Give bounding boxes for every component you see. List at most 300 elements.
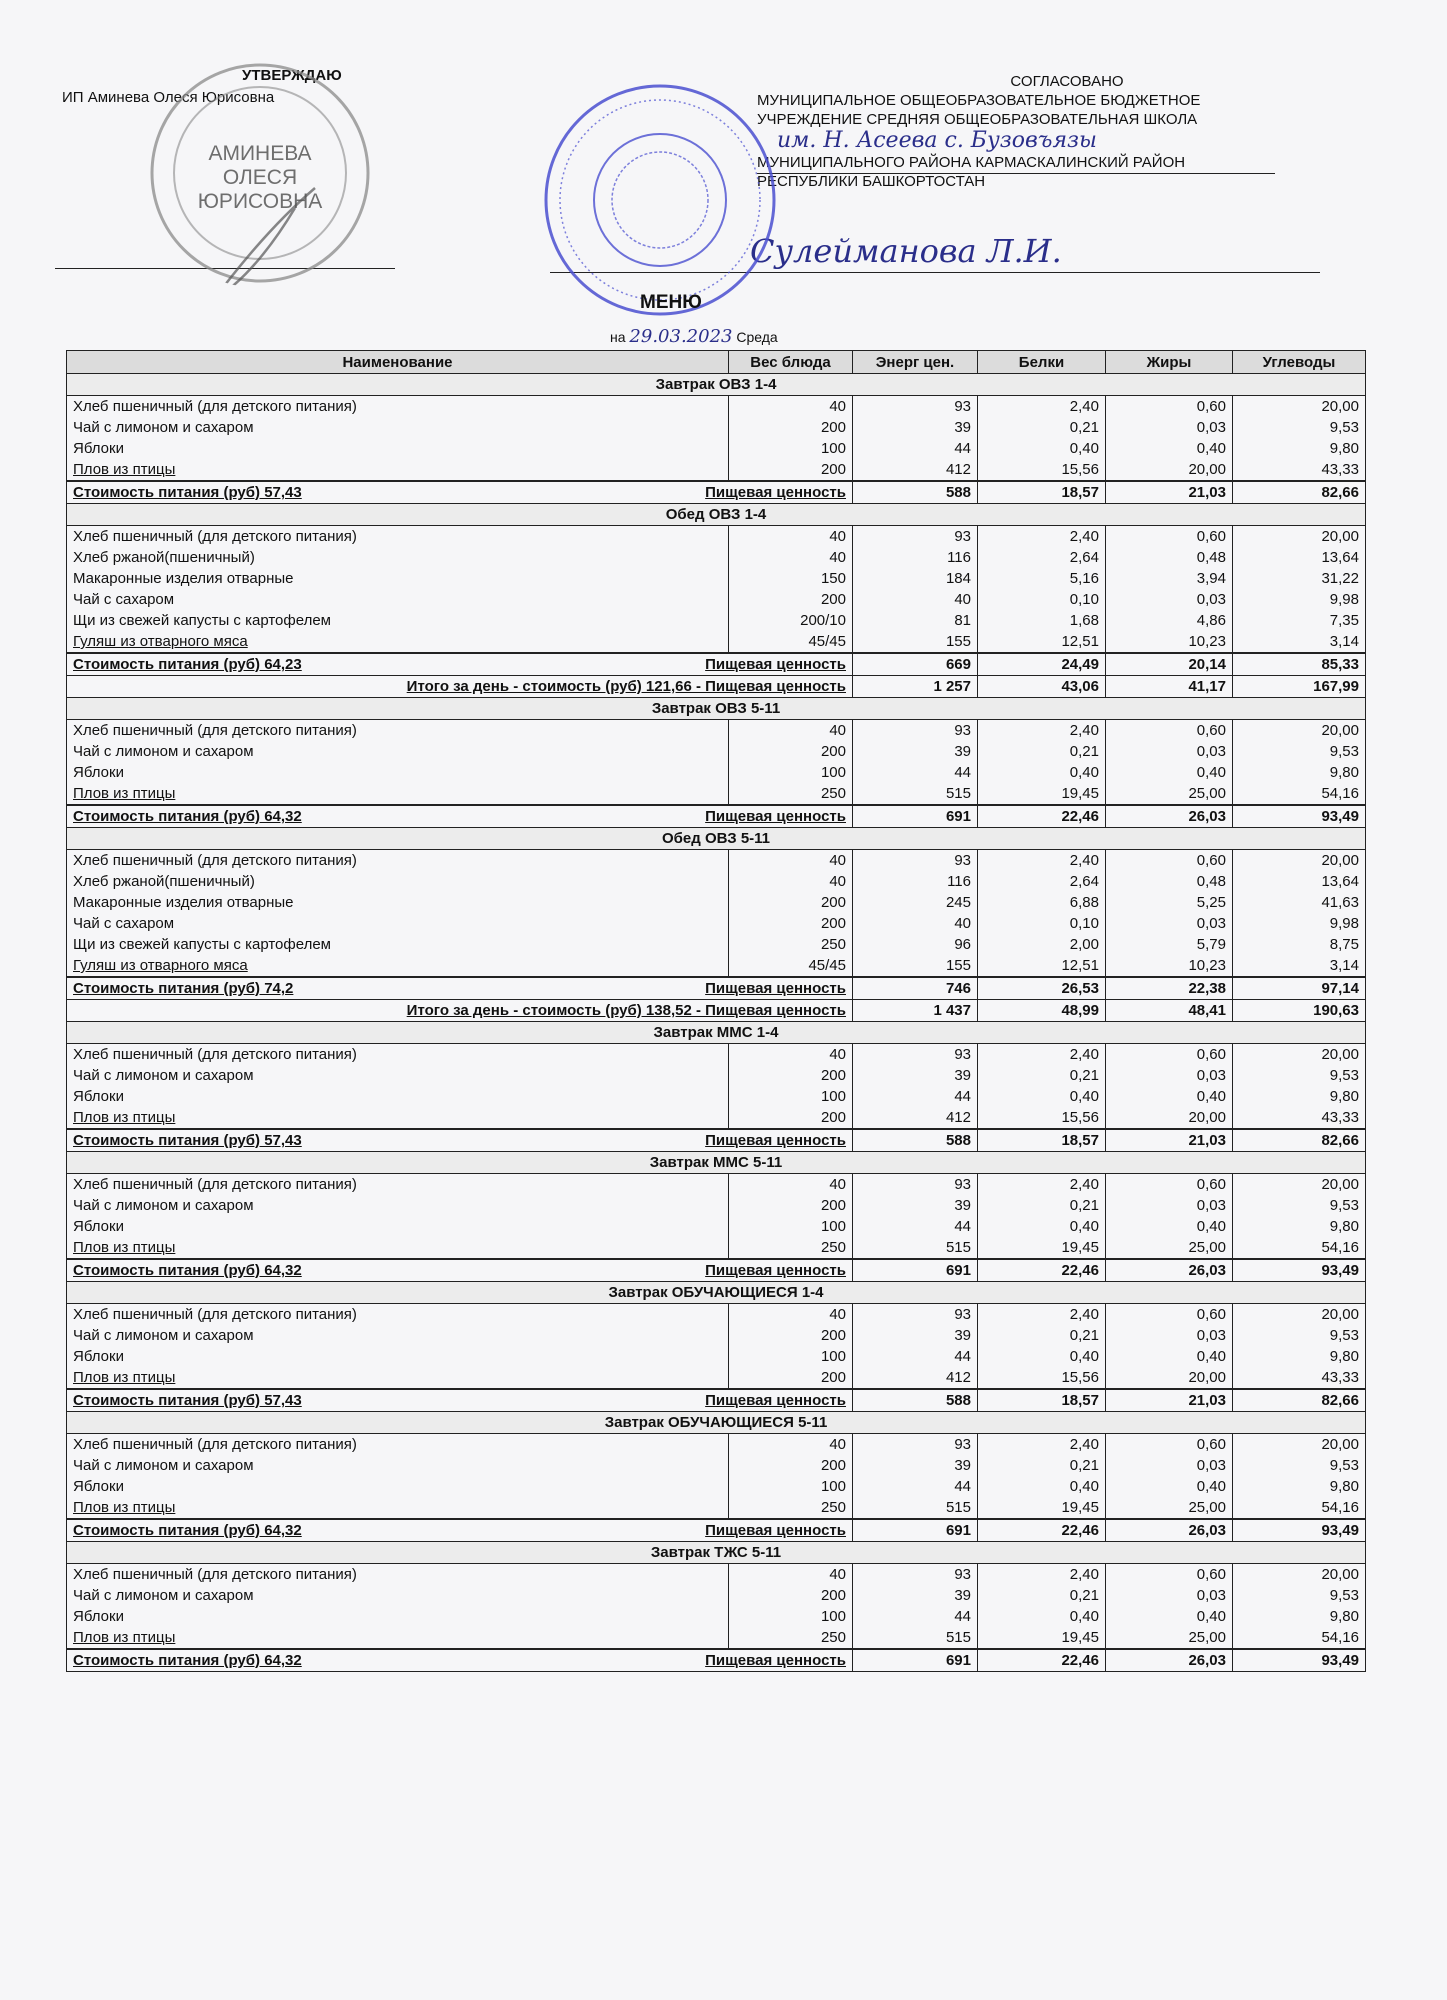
dish-name-cell: Яблоки: [67, 1606, 729, 1627]
nutrition-value-label: Пищевая ценность: [705, 1392, 846, 1409]
protein-cell: 19,45: [978, 1497, 1106, 1519]
nutrition-value-label: Пищевая ценность: [705, 1262, 846, 1279]
table-row: [67, 934, 1366, 955]
fat-cell: 0,03: [1106, 913, 1233, 934]
energy-cell: 1 257: [853, 676, 978, 698]
carbs-cell: 41,63: [1233, 892, 1366, 913]
energy-cell: 39: [853, 1455, 978, 1476]
dish-name-cell: Плов из птицы: [67, 459, 729, 481]
carbs-cell: 20,00: [1233, 720, 1366, 742]
carbs-cell: 3,14: [1233, 631, 1366, 653]
protein-cell: 2,40: [978, 1174, 1106, 1196]
fat-cell: 0,60: [1106, 1434, 1233, 1456]
agree-title: СОГЛАСОВАНО: [1010, 73, 1124, 90]
table-row: [67, 913, 1366, 934]
carbs-cell: 20,00: [1233, 396, 1366, 418]
section-header-row: [67, 1412, 1366, 1434]
fat-cell: 0,60: [1106, 850, 1233, 872]
energy-cell: 588: [853, 481, 978, 504]
carbs-cell: 97,14: [1233, 977, 1366, 1000]
energy-cell: 93: [853, 720, 978, 742]
weight-cell: 250: [729, 1237, 853, 1259]
nutrition-value-label: Пищевая ценность: [705, 808, 846, 825]
fat-cell: 3,94: [1106, 568, 1233, 589]
section-header-row: [67, 374, 1366, 396]
section-title: Обед ОВЗ 1-4: [67, 504, 1366, 526]
table-row: [67, 1476, 1366, 1497]
menu-date-prefix: на: [610, 329, 626, 345]
dish-name-cell: Чай с лимоном и сахаром: [67, 1195, 729, 1216]
protein-cell: 19,45: [978, 783, 1106, 805]
dish-name-cell: Яблоки: [67, 438, 729, 459]
protein-cell: 12,51: [978, 631, 1106, 653]
carbs-cell: 8,75: [1233, 934, 1366, 955]
table-row: [67, 1044, 1366, 1066]
carbs-cell: 9,80: [1233, 1476, 1366, 1497]
energy-cell: 515: [853, 783, 978, 805]
weight-cell: 200: [729, 1325, 853, 1346]
subtotal-label-cell: [67, 1649, 853, 1672]
table-row: [67, 1564, 1366, 1586]
menu-title: МЕНЮ: [640, 292, 702, 313]
dish-name-cell: Хлеб пшеничный (для детского питания): [67, 850, 729, 872]
protein-cell: 5,16: [978, 568, 1106, 589]
weight-cell: 200: [729, 913, 853, 934]
agree-line: им. Н. Асеева с. Бузовъязы: [777, 128, 1097, 153]
carbs-cell: 9,80: [1233, 1216, 1366, 1237]
carbs-cell: 20,00: [1233, 1044, 1366, 1066]
energy-cell: 93: [853, 850, 978, 872]
table-row: [67, 783, 1366, 805]
subtotal-label-cell: [67, 653, 853, 676]
carbs-cell: 93,49: [1233, 1519, 1366, 1542]
carbs-cell: 9,98: [1233, 913, 1366, 934]
dish-name-cell: Чай с лимоном и сахаром: [67, 417, 729, 438]
section-header-row: [67, 698, 1366, 720]
energy-cell: 515: [853, 1237, 978, 1259]
carbs-cell: 13,64: [1233, 871, 1366, 892]
fat-cell: 0,40: [1106, 1476, 1233, 1497]
col-carbs-header: Углеводы: [1233, 351, 1366, 374]
carbs-cell: 43,33: [1233, 1107, 1366, 1129]
carbs-cell: 9,80: [1233, 1606, 1366, 1627]
dish-name-cell: Чай с лимоном и сахаром: [67, 1065, 729, 1086]
carbs-cell: 9,53: [1233, 1455, 1366, 1476]
nutrition-value-label: Пищевая ценность: [705, 656, 846, 673]
fat-cell: 0,40: [1106, 438, 1233, 459]
table-row: [67, 1455, 1366, 1476]
energy-cell: 93: [853, 396, 978, 418]
section-title: Завтрак ММС 5-11: [67, 1152, 1366, 1174]
protein-cell: 0,21: [978, 1325, 1106, 1346]
energy-cell: 155: [853, 631, 978, 653]
fat-cell: 0,40: [1106, 762, 1233, 783]
protein-cell: 6,88: [978, 892, 1106, 913]
carbs-cell: 9,98: [1233, 589, 1366, 610]
weight-cell: 40: [729, 547, 853, 568]
carbs-cell: 93,49: [1233, 1259, 1366, 1282]
dish-name-cell: Плов из птицы: [67, 1627, 729, 1649]
fat-cell: 0,40: [1106, 1606, 1233, 1627]
energy-cell: 588: [853, 1389, 978, 1412]
protein-cell: 43,06: [978, 676, 1106, 698]
menu-table: [66, 350, 1366, 1672]
carbs-cell: 20,00: [1233, 526, 1366, 548]
dish-name-cell: Гуляш из отварного мяса: [67, 955, 729, 977]
dish-name-cell: Гуляш из отварного мяса: [67, 631, 729, 653]
carbs-cell: 9,80: [1233, 1346, 1366, 1367]
section-title: Завтрак ОВЗ 1-4: [67, 374, 1366, 396]
protein-cell: 1,68: [978, 610, 1106, 631]
energy-cell: 40: [853, 589, 978, 610]
carbs-cell: 54,16: [1233, 1497, 1366, 1519]
energy-cell: 93: [853, 1564, 978, 1586]
energy-cell: 746: [853, 977, 978, 1000]
weight-cell: 200: [729, 1195, 853, 1216]
nutrition-value-label: Пищевая ценность: [705, 1652, 846, 1669]
energy-cell: 39: [853, 741, 978, 762]
agree-line: РЕСПУБЛИКИ БАШКОРТОСТАН: [757, 173, 986, 190]
weight-cell: 40: [729, 1564, 853, 1586]
fat-cell: 0,60: [1106, 1044, 1233, 1066]
subtotal-row: [67, 1649, 1366, 1672]
school-stamp: [540, 80, 780, 320]
weight-cell: 200/10: [729, 610, 853, 631]
fat-cell: 10,23: [1106, 955, 1233, 977]
weight-cell: 100: [729, 1346, 853, 1367]
energy-cell: 44: [853, 1606, 978, 1627]
carbs-cell: 13,64: [1233, 547, 1366, 568]
protein-cell: 15,56: [978, 1107, 1106, 1129]
protein-cell: 2,40: [978, 1304, 1106, 1326]
table-row: [67, 1346, 1366, 1367]
carbs-cell: 9,53: [1233, 1325, 1366, 1346]
weight-cell: 200: [729, 741, 853, 762]
table-row: [67, 955, 1366, 977]
table-row: [67, 741, 1366, 762]
protein-cell: 22,46: [978, 1259, 1106, 1282]
weight-cell: 200: [729, 892, 853, 913]
carbs-cell: 9,53: [1233, 741, 1366, 762]
dish-name-cell: Яблоки: [67, 1216, 729, 1237]
protein-cell: 0,10: [978, 589, 1106, 610]
protein-cell: 19,45: [978, 1627, 1106, 1649]
protein-cell: 18,57: [978, 1129, 1106, 1152]
protein-cell: 0,21: [978, 1455, 1106, 1476]
energy-cell: 116: [853, 871, 978, 892]
table-row: [67, 1325, 1366, 1346]
weight-cell: 250: [729, 934, 853, 955]
section-header-row: [67, 1282, 1366, 1304]
dish-name-cell: Плов из птицы: [67, 1237, 729, 1259]
carbs-cell: 167,99: [1233, 676, 1366, 698]
nutrition-value-label: Пищевая ценность: [705, 484, 846, 501]
carbs-cell: 82,66: [1233, 1129, 1366, 1152]
carbs-cell: 9,53: [1233, 1065, 1366, 1086]
weight-cell: 150: [729, 568, 853, 589]
energy-cell: 691: [853, 1259, 978, 1282]
fat-cell: 0,40: [1106, 1346, 1233, 1367]
carbs-cell: 9,53: [1233, 1585, 1366, 1606]
energy-cell: 691: [853, 1649, 978, 1672]
fat-cell: 48,41: [1106, 1000, 1233, 1022]
dish-name-cell: Хлеб ржаной(пшеничный): [67, 547, 729, 568]
approve-org: ИП Аминева Олеся Юрисовна: [62, 89, 275, 106]
weight-cell: 100: [729, 1216, 853, 1237]
dish-name-cell: Чай с лимоном и сахаром: [67, 1585, 729, 1606]
nutrition-value-label: Пищевая ценность: [705, 1522, 846, 1539]
table-row: [67, 762, 1366, 783]
subtotal-row: [67, 1389, 1366, 1412]
carbs-cell: 9,80: [1233, 762, 1366, 783]
dish-name-cell: Хлеб пшеничный (для детского питания): [67, 1304, 729, 1326]
protein-cell: 15,56: [978, 459, 1106, 481]
energy-cell: 81: [853, 610, 978, 631]
col-energy-header: Энерг цен.: [853, 351, 978, 374]
energy-cell: 44: [853, 1476, 978, 1497]
subtotal-row: [67, 1129, 1366, 1152]
energy-cell: 588: [853, 1129, 978, 1152]
table-row: [67, 1216, 1366, 1237]
table-row: [67, 396, 1366, 418]
fat-cell: 0,03: [1106, 1325, 1233, 1346]
weight-cell: 100: [729, 1476, 853, 1497]
weight-cell: 40: [729, 396, 853, 418]
day-total-label: Итого за день - стоимость (руб) 121,66 - Пищевая ценность: [67, 676, 853, 698]
meal-cost: Стоимость питания (руб) 64,32: [73, 1652, 302, 1669]
approve-stamp-text: АМИНЕВА ОЛЕСЯ ЮРИСОВНА: [197, 142, 323, 213]
weight-cell: 200: [729, 417, 853, 438]
energy-cell: 691: [853, 1519, 978, 1542]
energy-cell: 44: [853, 438, 978, 459]
fat-cell: 25,00: [1106, 1237, 1233, 1259]
energy-cell: 412: [853, 1367, 978, 1389]
subtotal-row: [67, 977, 1366, 1000]
fat-cell: 26,03: [1106, 1519, 1233, 1542]
table-row: [67, 438, 1366, 459]
protein-cell: 0,40: [978, 1346, 1106, 1367]
protein-cell: 0,21: [978, 417, 1106, 438]
protein-cell: 2,64: [978, 547, 1106, 568]
day-total-row: [67, 676, 1366, 698]
carbs-cell: 43,33: [1233, 1367, 1366, 1389]
table-row: [67, 1065, 1366, 1086]
weight-cell: 40: [729, 526, 853, 548]
fat-cell: 21,03: [1106, 481, 1233, 504]
weight-cell: 40: [729, 1044, 853, 1066]
energy-cell: 691: [853, 805, 978, 828]
protein-cell: 2,40: [978, 1434, 1106, 1456]
dish-name-cell: Хлеб ржаной(пшеничный): [67, 871, 729, 892]
fat-cell: 41,17: [1106, 676, 1233, 698]
col-protein-header: Белки: [978, 351, 1106, 374]
table-row: [67, 1237, 1366, 1259]
nutrition-value-label: Пищевая ценность: [705, 980, 846, 997]
energy-cell: 44: [853, 1086, 978, 1107]
energy-cell: 184: [853, 568, 978, 589]
carbs-cell: 9,80: [1233, 438, 1366, 459]
agree-line: МУНИЦИПАЛЬНОЕ ОБЩЕОБРАЗОВАТЕЛЬНОЕ БЮДЖЕТНОЕ: [757, 92, 1201, 109]
nutrition-value-label: Пищевая ценность: [705, 1132, 846, 1149]
energy-cell: 44: [853, 762, 978, 783]
dish-name-cell: Плов из птицы: [67, 1107, 729, 1129]
table-row: [67, 1434, 1366, 1456]
dish-name-cell: Плов из птицы: [67, 1367, 729, 1389]
energy-cell: 93: [853, 1174, 978, 1196]
dish-name-cell: Яблоки: [67, 1346, 729, 1367]
table-row: [67, 459, 1366, 481]
fat-cell: 25,00: [1106, 1627, 1233, 1649]
dish-name-cell: Чай с лимоном и сахаром: [67, 741, 729, 762]
dish-name-cell: Макаронные изделия отварные: [67, 892, 729, 913]
subtotal-label-cell: [67, 1519, 853, 1542]
meal-cost: Стоимость питания (руб) 57,43: [73, 484, 302, 501]
col-weight-header: Вес блюда: [729, 351, 853, 374]
dish-name-cell: Чай с лимоном и сахаром: [67, 1455, 729, 1476]
carbs-cell: 82,66: [1233, 481, 1366, 504]
table-row: [67, 892, 1366, 913]
carbs-cell: 20,00: [1233, 1174, 1366, 1196]
menu-weekday: Среда: [736, 329, 778, 345]
fat-cell: 0,03: [1106, 1065, 1233, 1086]
dish-name-cell: Яблоки: [67, 762, 729, 783]
section-title: Завтрак ОВЗ 5-11: [67, 698, 1366, 720]
carbs-cell: 82,66: [1233, 1389, 1366, 1412]
dish-name-cell: Хлеб пшеничный (для детского питания): [67, 1174, 729, 1196]
col-name-header: Наименование: [67, 351, 729, 374]
protein-cell: 2,40: [978, 526, 1106, 548]
fat-cell: 5,25: [1106, 892, 1233, 913]
weight-cell: 200: [729, 1065, 853, 1086]
protein-cell: 0,40: [978, 1476, 1106, 1497]
energy-cell: 412: [853, 459, 978, 481]
section-header-row: [67, 1152, 1366, 1174]
fat-cell: 0,60: [1106, 720, 1233, 742]
weight-cell: 100: [729, 762, 853, 783]
dish-name-cell: Чай с сахаром: [67, 589, 729, 610]
fat-cell: 20,00: [1106, 1107, 1233, 1129]
carbs-cell: 9,53: [1233, 1195, 1366, 1216]
table-row: [67, 1174, 1366, 1196]
fat-cell: 26,03: [1106, 1259, 1233, 1282]
carbs-cell: 9,53: [1233, 417, 1366, 438]
weight-cell: 200: [729, 1107, 853, 1129]
table-row: [67, 417, 1366, 438]
weight-cell: 100: [729, 438, 853, 459]
table-row: [67, 568, 1366, 589]
energy-cell: 39: [853, 417, 978, 438]
protein-cell: 2,40: [978, 1044, 1106, 1066]
approve-stamp: [145, 58, 375, 288]
col-fat-header: Жиры: [1106, 351, 1233, 374]
protein-cell: 15,56: [978, 1367, 1106, 1389]
protein-cell: 0,21: [978, 1065, 1106, 1086]
agree-line: МУНИЦИПАЛЬНОГО РАЙОНА КАРМАСКАЛИНСКИЙ РАЙОН: [757, 154, 1186, 171]
energy-cell: 44: [853, 1216, 978, 1237]
table-header-row: [67, 351, 1366, 374]
protein-cell: 2,64: [978, 871, 1106, 892]
energy-cell: 44: [853, 1346, 978, 1367]
subtotal-label-cell: [67, 1129, 853, 1152]
energy-cell: 40: [853, 913, 978, 934]
subtotal-label-cell: [67, 481, 853, 504]
carbs-cell: 190,63: [1233, 1000, 1366, 1022]
protein-cell: 0,10: [978, 913, 1106, 934]
subtotal-label-cell: [67, 1259, 853, 1282]
table-row: [67, 1585, 1366, 1606]
weight-cell: 250: [729, 1497, 853, 1519]
meal-cost: Стоимость питания (руб) 64,32: [73, 1262, 302, 1279]
table-row: [67, 720, 1366, 742]
carbs-cell: 20,00: [1233, 1434, 1366, 1456]
weight-cell: 40: [729, 720, 853, 742]
meal-cost: Стоимость питания (руб) 64,23: [73, 656, 302, 673]
energy-cell: 93: [853, 1044, 978, 1066]
table-row: [67, 1367, 1366, 1389]
fat-cell: 0,48: [1106, 547, 1233, 568]
energy-cell: 39: [853, 1325, 978, 1346]
fat-cell: 0,40: [1106, 1086, 1233, 1107]
subtotal-label-cell: [67, 805, 853, 828]
fat-cell: 26,03: [1106, 805, 1233, 828]
carbs-cell: 54,16: [1233, 1237, 1366, 1259]
dish-name-cell: Хлеб пшеничный (для детского питания): [67, 396, 729, 418]
approve-title: УТВЕРЖДАЮ: [242, 67, 342, 84]
energy-cell: 96: [853, 934, 978, 955]
energy-cell: 93: [853, 1304, 978, 1326]
dish-name-cell: Хлеб пшеничный (для детского питания): [67, 1434, 729, 1456]
dish-name-cell: Щи из свежей капусты с картофелем: [67, 934, 729, 955]
dish-name-cell: Хлеб пшеничный (для детского питания): [67, 526, 729, 548]
weight-cell: 45/45: [729, 631, 853, 653]
subtotal-row: [67, 1259, 1366, 1282]
dish-name-cell: Хлеб пшеничный (для детского питания): [67, 1044, 729, 1066]
fat-cell: 20,00: [1106, 459, 1233, 481]
table-row: [67, 1195, 1366, 1216]
carbs-cell: 93,49: [1233, 805, 1366, 828]
protein-cell: 26,53: [978, 977, 1106, 1000]
energy-cell: 515: [853, 1627, 978, 1649]
carbs-cell: 20,00: [1233, 1564, 1366, 1586]
meal-cost: Стоимость питания (руб) 57,43: [73, 1392, 302, 1409]
fat-cell: 22,38: [1106, 977, 1233, 1000]
dish-name-cell: Чай с лимоном и сахаром: [67, 1325, 729, 1346]
meal-cost: Стоимость питания (руб) 64,32: [73, 808, 302, 825]
protein-cell: 0,40: [978, 762, 1106, 783]
protein-cell: 18,57: [978, 481, 1106, 504]
subtotal-row: [67, 805, 1366, 828]
carbs-cell: 54,16: [1233, 1627, 1366, 1649]
menu-date: 29.03.2023: [629, 326, 733, 347]
weight-cell: 200: [729, 1455, 853, 1476]
fat-cell: 0,03: [1106, 741, 1233, 762]
section-title: Завтрак ОБУЧАЮЩИЕСЯ 5-11: [67, 1412, 1366, 1434]
fat-cell: 26,03: [1106, 1649, 1233, 1672]
dish-name-cell: Хлеб пшеничный (для детского питания): [67, 720, 729, 742]
protein-cell: 2,40: [978, 850, 1106, 872]
table-row: [67, 1086, 1366, 1107]
weight-cell: 200: [729, 589, 853, 610]
menu-date-line: [610, 326, 778, 347]
carbs-cell: 31,22: [1233, 568, 1366, 589]
weight-cell: 200: [729, 1367, 853, 1389]
energy-cell: 39: [853, 1195, 978, 1216]
protein-cell: 19,45: [978, 1237, 1106, 1259]
dish-name-cell: Чай с сахаром: [67, 913, 729, 934]
energy-cell: 245: [853, 892, 978, 913]
agree-signature: Сулейманова Л.И.: [750, 232, 1062, 270]
carbs-cell: 20,00: [1233, 850, 1366, 872]
